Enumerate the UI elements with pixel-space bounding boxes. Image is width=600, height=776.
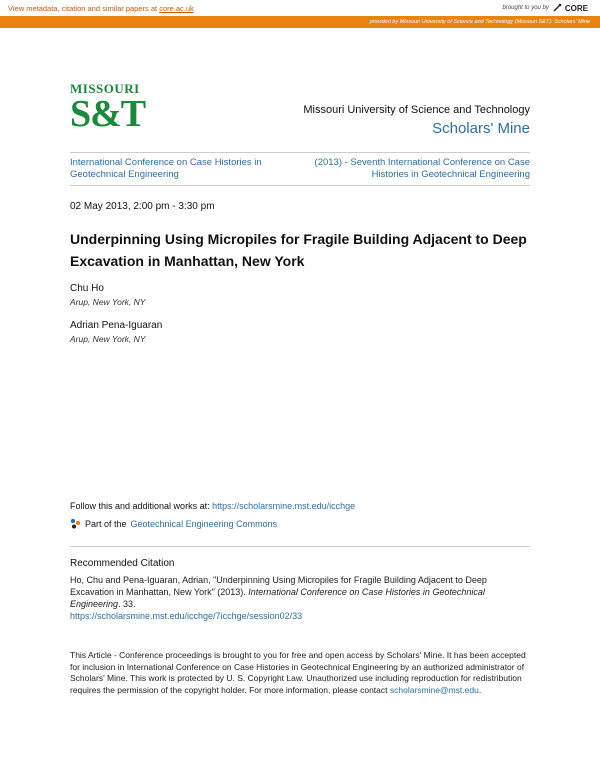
paper-title: Underpinning Using Micropiles for Fragile Building Adjacent to Deep Excavation in Manhattan, New York (70, 231, 527, 269)
notice-tail: . (478, 684, 482, 695)
provider-text: provided by Missouri University of Science and Technology (Missouri S&T): Scholars' Mine (369, 19, 590, 25)
conference-edition-link[interactable]: (2013) - Seventh International Conference on Case Histories in Geotechnical Engineering (314, 157, 530, 180)
conference-series-link[interactable]: International Conference on Case Histories in Geotechnical Engineering (70, 157, 262, 180)
logo-st: S&T (70, 93, 146, 135)
contact-email-link[interactable]: scholarsmine@mst.edu (389, 684, 479, 695)
core-badge[interactable] (503, 3, 589, 13)
author-affiliation-1: Arup, New York, NY (70, 297, 146, 307)
follow-prefix: Follow this and additional works at: (70, 501, 213, 511)
author-affiliation-2: Arup, New York, NY (70, 334, 146, 344)
divider-bottom (70, 185, 530, 186)
divider-citation (70, 546, 530, 547)
notice-text: This Article - Conference proceedings is brought to you for free and open access by Scholars' Mine. It has been accepted for inclusion in International Conference on Case Histories in Geotechnical Engineering by an authorized administrator of Scholars' Mine. This work is protected by U. S. Copyright Law. Unauthorized use including reproduction for redistribution requires the permission of the copyright holder. For more information, please contact (70, 650, 526, 695)
core-topbar (0, 0, 600, 16)
logo-missouri: MISSOURI (70, 81, 140, 96)
follow-link[interactable]: https://scholarsmine.mst.edu/icchge (212, 501, 356, 511)
recommended-citation-heading: Recommended Citation (70, 558, 175, 569)
citation-link[interactable]: https://scholarsmine.mst.edu/icchge/7icchge/session02/33 (70, 611, 303, 621)
institution-name: Missouri University of Science and Technology (303, 104, 530, 116)
citation-venue: International Conference on Case Histories in Geotechnical Engineering (70, 587, 485, 609)
divider-top (70, 152, 530, 153)
partof-prefix: Part of the (85, 518, 127, 529)
provider-band (0, 16, 600, 28)
repository-name[interactable]: Scholars' Mine (432, 120, 530, 137)
access-notice (70, 650, 530, 696)
citation-text (70, 574, 530, 622)
citation-plain: Ho, Chu and Pena-Iguaran, Adrian, "Underpinning Using Micropiles for Fragile Building Adjacent to Deep Excavation in Manhattan, New York" (2013). (70, 575, 487, 597)
core-label: CORE (564, 3, 588, 13)
metadata-prefix: View metadata, citation and similar papers at (8, 4, 160, 13)
metadata-notice (8, 4, 194, 13)
core-logo-icon (552, 3, 562, 13)
core-link[interactable]: core.ac.uk (159, 4, 194, 13)
follow-line (70, 501, 355, 511)
citation-tail: . 33. (118, 599, 136, 609)
brought-by-text: brought to you by (502, 5, 549, 11)
session-date: 02 May 2013, 2:00 pm - 3:30 pm (70, 201, 215, 212)
author-name-1: Chu Ho (70, 283, 104, 294)
commons-link[interactable]: Geotechnical Engineering Commons (130, 518, 278, 529)
commons-network-icon (70, 518, 81, 529)
author-name-2: Adrian Pena-Iguaran (70, 320, 163, 331)
part-of-line (70, 518, 277, 529)
missouri-st-logo (70, 81, 146, 135)
